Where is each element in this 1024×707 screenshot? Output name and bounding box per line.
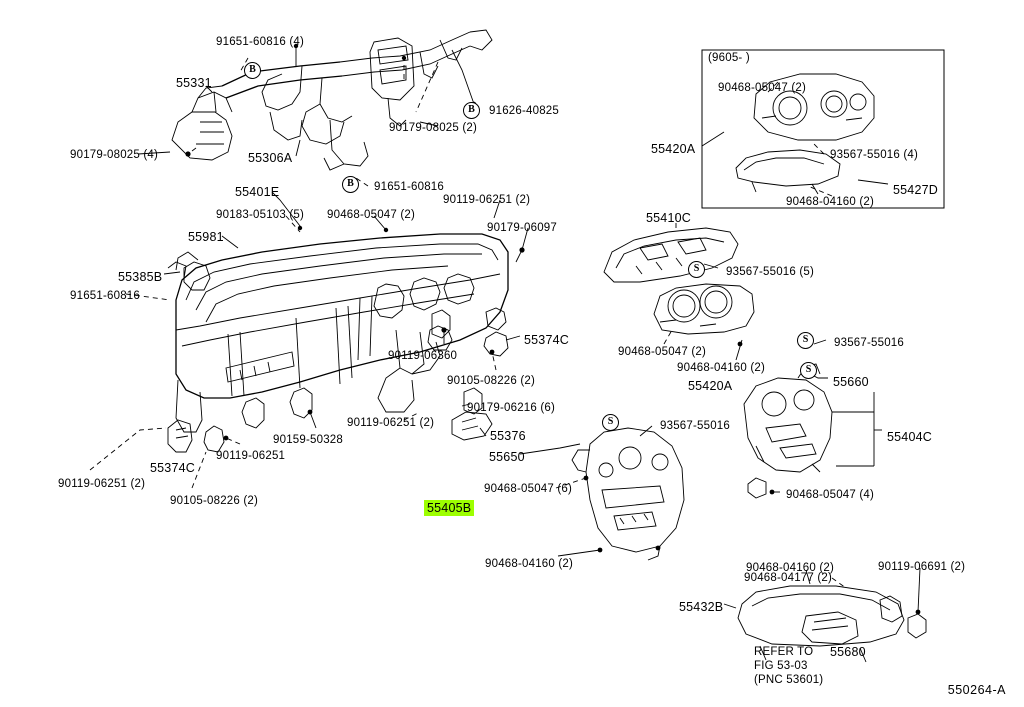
part-label-55306a: 55306A [248, 151, 293, 165]
marker-b-3: B [342, 176, 359, 193]
part-label-91651-60816-c: 91651-60816 [70, 290, 140, 302]
part-label-91651-60816-4: 91651-60816 (4) [216, 36, 305, 48]
part-label-93567-55016-b: 93567-55016 [834, 337, 904, 349]
instrument-panel-reinforcement [172, 30, 492, 170]
part-label-55374c-b: 55374C [150, 461, 195, 475]
part-label-90179-08025-4: 90179-08025 (4) [70, 149, 159, 161]
part-label-55432b: 55432B [679, 600, 724, 614]
defroster-nozzle-55410c [604, 228, 738, 282]
part-label-90183-05103-5: 90183-05103 (5) [216, 209, 305, 221]
part-label-90468-05047-4: 90468-05047 (4) [786, 489, 875, 501]
part-label-55376: 55376 [490, 429, 526, 443]
marker-s-1: S [688, 261, 705, 278]
instrument-panel-body [168, 234, 508, 432]
part-label-55401e: 55401E [235, 185, 280, 199]
part-label-55410c: 55410C [646, 211, 691, 225]
marker-b-1: B [244, 62, 261, 79]
part-label-55374c-a: 55374C [524, 333, 569, 347]
part-label-90119-06251-c: 90119-06251 [216, 450, 286, 462]
part-label-55660: 55660 [833, 375, 869, 389]
diagram-code: 550264-A [947, 683, 1006, 697]
part-label-90468-04160-2b: 90468-04160 (2) [677, 362, 766, 374]
marker-b-2: B [463, 102, 480, 119]
part-label-55420a-inset: 55420A [651, 142, 696, 156]
part-label-90468-05047-6: 90468-05047 (6) [484, 483, 573, 495]
part-label-93567-55016-a: 93567-55016 [660, 420, 730, 432]
part-label-90468-04160-2c: 90468-04160 (2) [786, 196, 875, 208]
part-label-91626-40825: 91626-40825 [489, 105, 559, 117]
part-label-93567-55016-4: 93567-55016 (4) [830, 149, 919, 161]
part-label-90468-05047-2b: 90468-05047 (2) [618, 346, 707, 358]
part-label-90105-08226-2b: 90105-08226 (2) [170, 495, 259, 507]
part-label-91651-60816-b: 91651-60816 [374, 181, 444, 193]
part-label-90468-04177-2: 90468-04177 (2) [744, 572, 833, 584]
fastener-dots [185, 44, 920, 615]
part-label-55331: 55331 [176, 76, 212, 90]
marker-s-4: S [800, 362, 817, 379]
right-cluster-55404c [744, 364, 832, 498]
leader-lines [90, 46, 920, 612]
part-label-90119-06251-2d: 90119-06251 (2) [58, 478, 146, 490]
center-cluster-55420a [654, 284, 754, 334]
refer-note-line-3: (PNC 53601) [754, 674, 824, 686]
part-label-93567-55016-5: 93567-55016 (5) [726, 266, 815, 278]
part-label-90159-50328: 90159-50328 [273, 434, 343, 446]
part-label-90105-08226-2a: 90105-08226 (2) [447, 375, 536, 387]
cluster-finish-panel-55405b [478, 428, 684, 562]
part-label-90468-05047-2c: 90468-05047 (2) [718, 82, 807, 94]
marker-s-2: S [797, 332, 814, 349]
marker-s-3: S [602, 414, 619, 431]
part-label-90179-06216-6: 90179-06216 (6) [467, 402, 556, 414]
inset-note: (9605- ) [708, 52, 750, 64]
part-label-55427d: 55427D [893, 183, 938, 197]
part-label-90179-08025-2: 90179-08025 (2) [389, 122, 478, 134]
refer-note-line-2: FIG 53-03 [754, 660, 808, 672]
part-label-90179-06097: 90179-06097 [487, 222, 557, 234]
part-label-90119-06691-2: 90119-06691 (2) [878, 561, 966, 573]
part-label-55981: 55981 [188, 230, 224, 244]
part-label-90468-04160-2a: 90468-04160 (2) [485, 558, 574, 570]
part-label-90119-06360: 90119-06360 [388, 350, 458, 362]
part-label-55385b: 55385B [118, 270, 163, 284]
part-label-90119-06251-2a: 90119-06251 (2) [443, 194, 531, 206]
part-label-90468-05047-2a: 90468-05047 (2) [327, 209, 416, 221]
part-label-55404c: 55404C [887, 430, 932, 444]
refer-note-line-1: REFER TO [754, 646, 814, 658]
part-label-90119-06251-2b: 90119-06251 (2) [347, 417, 435, 429]
part-label-90468-04160-2d: 90468-04160 (2) [746, 562, 835, 574]
part-label-55420a-mid: 55420A [688, 379, 733, 393]
highlighted-part-label-55405b[interactable]: 55405B [424, 500, 474, 516]
part-label-55680: 55680 [830, 645, 866, 659]
part-label-55650: 55650 [489, 450, 525, 464]
